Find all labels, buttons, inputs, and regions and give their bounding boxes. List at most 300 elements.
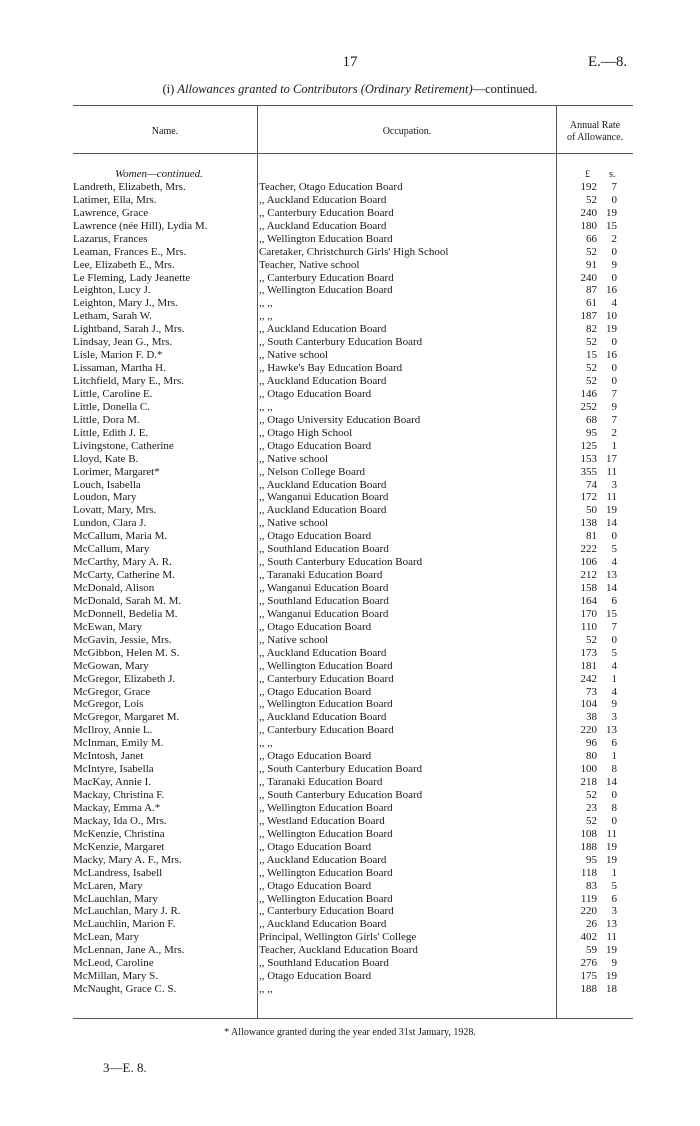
row-name: McKenzie, Christina <box>73 827 165 840</box>
row-shillings: 11 <box>606 465 617 478</box>
row-occupation: ,, Auckland Education Board <box>259 375 387 387</box>
row-shillings: 6 <box>611 594 617 607</box>
row-name: McInman, Emily M. <box>73 737 164 750</box>
row-name: McGibbon, Helen M. S. <box>73 646 180 659</box>
table-row <box>73 724 633 737</box>
row-pounds: 87 <box>586 284 597 297</box>
row-name: McCallum, Maria M. <box>73 530 168 543</box>
row-shillings: 7 <box>611 180 617 193</box>
row-occupation: ,, Canterbury Education Board <box>259 905 394 918</box>
table-row <box>73 349 633 362</box>
row-name: Lundon, Clara J. <box>73 517 147 530</box>
row-name: Lloyd, Kate B. <box>73 452 139 465</box>
table-row <box>73 776 633 789</box>
row-pounds: 73 <box>586 685 597 698</box>
row-occupation: ,, Otago Education Board <box>259 530 372 543</box>
row-shillings: 0 <box>611 633 617 646</box>
row-occupation: ,, Otago Education Board <box>259 879 372 892</box>
table-row <box>73 673 633 686</box>
row-occupation: ,, Otago Education Board <box>259 750 372 763</box>
row-name: McGregor, Grace <box>73 685 151 698</box>
row-occupation: ,, Otago Education Board <box>259 685 372 698</box>
row-pounds: 100 <box>580 763 597 776</box>
row-name: Lorimer, Margaret* <box>73 465 160 478</box>
rate-header-line-2: of Allowance. <box>566 132 624 143</box>
row-shillings: 8 <box>611 763 617 776</box>
row-occupation: ,, Hawke's Bay Education Board <box>259 362 403 375</box>
row-occupation: ,, Canterbury Education Board <box>259 206 394 219</box>
row-name: McMillan, Mary S. <box>73 970 158 983</box>
table-row <box>73 323 633 336</box>
row-shillings: 17 <box>606 452 617 465</box>
row-shillings: 19 <box>606 840 617 853</box>
row-shillings: 1 <box>611 672 617 685</box>
row-occupation: ,, Southland Education Board <box>259 594 389 607</box>
table-row <box>73 711 633 724</box>
row-name: Lee, Elizabeth E., Mrs. <box>73 258 175 271</box>
table-row <box>73 918 633 931</box>
row-name: McNaught, Grace C. S. <box>73 983 177 996</box>
row-name: Lissaman, Martha H. <box>73 362 166 375</box>
row-occupation: ,, Auckland Education Board <box>259 504 387 517</box>
table-row <box>73 828 633 841</box>
row-occupation: ,, Native school <box>259 452 329 465</box>
table-row <box>73 647 633 660</box>
row-pounds: 173 <box>580 646 597 659</box>
column-header-rate <box>557 120 633 144</box>
table-row <box>73 336 633 349</box>
row-name: Letham, Sarah W. <box>73 310 152 323</box>
section-label: Women—continued. <box>115 168 203 180</box>
row-pounds: 402 <box>580 931 597 944</box>
row-occupation: ,, Otago Education Board <box>259 840 372 853</box>
row-occupation: ,, Wanganui Education Board <box>259 491 389 504</box>
row-shillings: 9 <box>611 957 617 970</box>
row-shillings: 19 <box>606 323 617 336</box>
row-occupation: ,, Native school <box>259 349 329 362</box>
allowance-table <box>73 168 633 996</box>
row-shillings: 0 <box>611 530 617 543</box>
row-occupation: ,, Wellington Education Board <box>259 284 393 297</box>
row-occupation: ,, Nelson College Board <box>259 465 366 478</box>
row-pounds: 164 <box>580 594 597 607</box>
row-name: Le Fleming, Lady Jeanette <box>73 271 191 284</box>
row-shillings: 14 <box>606 517 617 530</box>
column-header-occupation: Occupation. <box>382 126 432 137</box>
row-occupation: ,, ,, <box>259 737 273 750</box>
row-pounds: 52 <box>586 193 597 206</box>
row-shillings: 0 <box>611 814 617 827</box>
row-occupation: ,, Southland Education Board <box>259 957 389 970</box>
row-pounds: 38 <box>586 711 597 724</box>
row-shillings: 5 <box>611 646 617 659</box>
row-occupation: ,, Wanganui Education Board <box>259 607 389 620</box>
row-pounds: 26 <box>586 918 597 931</box>
row-name: MacKay, Annie I. <box>73 776 152 789</box>
row-name: McLaren, Mary <box>73 879 143 892</box>
row-pounds: 95 <box>586 426 597 439</box>
table-row <box>73 944 633 957</box>
row-pounds: 50 <box>586 504 597 517</box>
table-row <box>73 246 633 259</box>
row-occupation: ,, Westland Education Board <box>259 814 385 827</box>
table-row <box>73 504 633 517</box>
row-pounds: 118 <box>580 866 597 879</box>
row-pounds: 276 <box>580 957 597 970</box>
row-pounds: 96 <box>586 737 597 750</box>
row-pounds: 74 <box>586 478 597 491</box>
row-shillings: 18 <box>606 983 617 996</box>
row-shillings: 10 <box>606 310 617 323</box>
table-subtitle <box>0 82 700 97</box>
row-occupation: Principal, Wellington Girls' College <box>259 931 417 944</box>
table-row <box>73 737 633 750</box>
row-occupation: ,, ,, <box>259 400 273 413</box>
row-name: Latimer, Ella, Mrs. <box>73 193 157 206</box>
table-row <box>73 660 633 673</box>
row-occupation: ,, Canterbury Education Board <box>259 271 394 284</box>
row-name: Little, Caroline E. <box>73 387 153 400</box>
row-name: Little, Donella C. <box>73 400 150 413</box>
row-occupation: ,, Wellington Education Board <box>259 659 393 672</box>
row-pounds: 104 <box>580 698 597 711</box>
table-row <box>73 569 633 582</box>
table-row <box>73 686 633 699</box>
row-name: Lindsay, Jean G., Mrs. <box>73 336 173 349</box>
table-row <box>73 893 633 906</box>
row-shillings: 14 <box>606 776 617 789</box>
row-pounds: 172 <box>580 491 597 504</box>
row-pounds: 52 <box>586 362 597 375</box>
row-pounds: 80 <box>586 750 597 763</box>
subtitle-prefix: (i) <box>162 82 178 96</box>
row-pounds: 52 <box>586 336 597 349</box>
row-name: Lovatt, Mary, Mrs. <box>73 504 157 517</box>
row-name: McGowan, Mary <box>73 659 149 672</box>
row-shillings: 0 <box>611 271 617 284</box>
row-occupation: ,, Native school <box>259 517 329 530</box>
table-row <box>73 595 633 608</box>
rate-header-line-1: Annual Rate <box>569 120 621 131</box>
footnote: * Allowance granted during the year ended 31st January, 1928. <box>224 1027 476 1038</box>
shillings-unit: s. <box>609 169 616 180</box>
row-occupation: ,, Wellington Education Board <box>259 866 393 879</box>
row-pounds: 187 <box>580 310 597 323</box>
row-shillings: 5 <box>611 879 617 892</box>
table-row <box>73 453 633 466</box>
table-row <box>73 517 633 530</box>
row-occupation: ,, ,, <box>259 983 273 996</box>
table-row <box>73 854 633 867</box>
row-name: Loudon, Mary <box>73 491 137 504</box>
table-row <box>73 621 633 634</box>
row-shillings: 13 <box>606 918 617 931</box>
row-name: McDonnell, Bedelia M. <box>73 607 178 620</box>
row-shillings: 14 <box>606 582 617 594</box>
table-row <box>73 220 633 233</box>
row-pounds: 188 <box>580 983 597 996</box>
row-pounds: 91 <box>586 258 597 271</box>
page-number: 17 <box>342 54 358 70</box>
row-occupation: ,, South Canterbury Education Board <box>259 556 423 569</box>
row-occupation: ,, Auckland Education Board <box>259 193 387 206</box>
row-shillings: 11 <box>606 827 617 840</box>
row-name: Leighton, Mary J., Mrs. <box>73 297 178 310</box>
table-row <box>73 181 633 194</box>
row-shillings: 9 <box>611 698 617 711</box>
row-occupation: ,, Auckland Education Board <box>259 853 387 866</box>
table-row <box>73 259 633 272</box>
row-occupation: ,, ,, <box>259 297 273 310</box>
row-pounds: 242 <box>580 672 597 685</box>
row-occupation: ,, Auckland Education Board <box>259 219 387 232</box>
table-row <box>73 401 633 414</box>
row-occupation: ,, Otago Education Board <box>259 387 372 400</box>
row-shillings: 15 <box>606 607 617 620</box>
row-pounds: 153 <box>580 452 597 465</box>
row-occupation: ,, Otago Education Board <box>259 620 372 633</box>
row-shillings: 19 <box>606 504 617 517</box>
row-shillings: 0 <box>611 362 617 375</box>
row-name: Lightband, Sarah J., Mrs. <box>73 323 185 336</box>
row-pounds: 355 <box>580 465 597 478</box>
row-name: McKenzie, Margaret <box>73 840 165 853</box>
row-occupation: ,, Taranaki Education Board <box>259 776 383 789</box>
row-occupation: ,, Otago University Education Board <box>259 413 421 426</box>
row-shillings: 19 <box>606 853 617 866</box>
column-header-name: Name. <box>151 126 179 137</box>
row-pounds: 95 <box>586 853 597 866</box>
row-pounds: 218 <box>580 776 597 789</box>
row-name: McCallum, Mary <box>73 543 150 556</box>
table-row <box>73 789 633 802</box>
row-occupation: ,, Taranaki Education Board <box>259 569 383 582</box>
row-name: Little, Dora M. <box>73 413 140 426</box>
row-shillings: 1 <box>611 439 617 452</box>
row-pounds: 222 <box>580 543 597 556</box>
row-name: McGavin, Jessie, Mrs. <box>73 633 172 646</box>
row-pounds: 192 <box>580 180 597 193</box>
section-label-row <box>73 168 633 181</box>
pounds-unit: £ <box>585 169 590 180</box>
row-shillings: 7 <box>611 413 617 426</box>
row-shillings: 0 <box>611 245 617 258</box>
table-row <box>73 362 633 375</box>
row-pounds: 125 <box>580 439 597 452</box>
row-pounds: 52 <box>586 814 597 827</box>
row-occupation: ,, Wellington Education Board <box>259 892 393 905</box>
table-row <box>73 310 633 323</box>
table-row <box>73 479 633 492</box>
row-shillings: 11 <box>606 931 617 944</box>
row-name: McDonald, Alison <box>73 582 155 594</box>
table-row <box>73 375 633 388</box>
table-row <box>73 867 633 880</box>
row-pounds: 212 <box>580 569 597 582</box>
table-row <box>73 543 633 556</box>
header-bottom-rule <box>73 153 633 154</box>
row-shillings: 0 <box>611 375 617 387</box>
row-shillings: 3 <box>611 905 617 918</box>
row-pounds: 181 <box>580 659 597 672</box>
row-pounds: 138 <box>580 517 597 530</box>
row-occupation: ,, ,, <box>259 310 273 323</box>
row-occupation: ,, Wellington Education Board <box>259 827 393 840</box>
row-name: Lazarus, Frances <box>73 232 148 245</box>
table-row <box>73 931 633 944</box>
row-shillings: 9 <box>611 258 617 271</box>
table-row <box>73 750 633 763</box>
table-row <box>73 466 633 479</box>
row-pounds: 106 <box>580 556 597 569</box>
row-name: McLeod, Caroline <box>73 957 154 970</box>
row-shillings: 1 <box>611 750 617 763</box>
row-pounds: 175 <box>580 970 597 983</box>
row-name: Leighton, Lucy J. <box>73 284 151 297</box>
row-pounds: 252 <box>580 400 597 413</box>
row-shillings: 16 <box>606 349 617 362</box>
table-row <box>73 388 633 401</box>
table-bottom-rule <box>73 1018 633 1019</box>
row-shillings: 13 <box>606 569 617 582</box>
row-pounds: 52 <box>586 789 597 801</box>
row-pounds: 110 <box>580 620 597 633</box>
row-name: McGregor, Lois <box>73 698 144 711</box>
row-shillings: 6 <box>611 892 617 905</box>
table-row <box>73 983 633 996</box>
row-name: Litchfield, Mary E., Mrs. <box>73 375 184 387</box>
table-row <box>73 634 633 647</box>
row-pounds: 83 <box>586 879 597 892</box>
row-shillings: 11 <box>606 491 617 504</box>
row-name: Mackay, Emma A.* <box>73 801 161 814</box>
table-row <box>73 233 633 246</box>
row-pounds: 180 <box>580 219 597 232</box>
row-name: McLauchlan, Mary J. R. <box>73 905 181 918</box>
row-shillings: 15 <box>606 219 617 232</box>
row-shillings: 4 <box>611 659 617 672</box>
table-row <box>73 207 633 220</box>
row-occupation: ,, Wellington Education Board <box>259 801 393 814</box>
footer-code: 3—E. 8. <box>103 1060 147 1075</box>
table-row <box>73 815 633 828</box>
table-row <box>73 491 633 504</box>
row-pounds: 52 <box>586 245 597 258</box>
row-name: McEwan, Mary <box>73 620 143 633</box>
row-name: McGregor, Margaret M. <box>73 711 180 724</box>
row-shillings: 7 <box>611 620 617 633</box>
row-pounds: 52 <box>586 375 597 387</box>
table-row <box>73 905 633 918</box>
row-shillings: 16 <box>606 284 617 297</box>
row-shillings: 5 <box>611 543 617 556</box>
subtitle-italic: Allowances granted to Contributors (Ordinary Retirement) <box>177 82 473 96</box>
row-name: Macky, Mary A. F., Mrs. <box>73 853 182 866</box>
row-name: McDonald, Sarah M. M. <box>73 594 182 607</box>
row-name: Lawrence, Grace <box>73 206 149 219</box>
row-occupation: ,, Auckland Education Board <box>259 918 387 931</box>
row-shillings: 9 <box>611 400 617 413</box>
row-shillings: 19 <box>606 206 617 219</box>
row-name: Leaman, Frances E., Mrs. <box>73 245 187 258</box>
row-shillings: 4 <box>611 685 617 698</box>
row-shillings: 19 <box>606 970 617 983</box>
row-shillings: 8 <box>611 801 617 814</box>
row-name: McLandress, Isabell <box>73 866 163 879</box>
table-row <box>73 440 633 453</box>
row-name: Lawrence (née Hill), Lydia M. <box>73 219 208 232</box>
row-name: Louch, Isabella <box>73 478 141 491</box>
row-occupation: ,, Canterbury Education Board <box>259 672 394 685</box>
row-occupation: Teacher, Auckland Education Board <box>259 944 418 957</box>
row-pounds: 59 <box>586 944 597 957</box>
row-shillings: 4 <box>611 297 617 310</box>
table-row <box>73 284 633 297</box>
row-shillings: 1 <box>611 866 617 879</box>
row-pounds: 220 <box>580 724 597 737</box>
row-pounds: 240 <box>580 206 597 219</box>
table-row <box>73 272 633 285</box>
row-pounds: 61 <box>586 297 597 310</box>
row-occupation: ,, Auckland Education Board <box>259 323 387 336</box>
row-occupation: ,, South Canterbury Education Board <box>259 336 423 349</box>
row-name: Lisle, Marion F. D.* <box>73 349 163 362</box>
row-name: McLean, Mary <box>73 931 139 944</box>
row-pounds: 15 <box>586 349 597 362</box>
row-occupation: Caretaker, Christchurch Girls' High School <box>259 245 449 258</box>
row-name: McLennan, Jane A., Mrs. <box>73 944 185 957</box>
row-shillings: 19 <box>606 944 617 957</box>
row-occupation: Teacher, Native school <box>259 258 360 271</box>
table-row <box>73 530 633 543</box>
row-shillings: 0 <box>611 193 617 206</box>
table-row <box>73 582 633 595</box>
row-name: Little, Edith J. E. <box>73 426 149 439</box>
row-occupation: Teacher, Otago Education Board <box>259 180 403 193</box>
row-occupation: ,, Otago Education Board <box>259 970 372 983</box>
row-pounds: 108 <box>580 827 597 840</box>
row-pounds: 68 <box>586 413 597 426</box>
table-row <box>73 880 633 893</box>
document-code: E.—8. <box>588 54 628 70</box>
table-row <box>73 608 633 621</box>
row-name: Mackay, Christina F. <box>73 789 165 801</box>
row-name: McIntyre, Isabella <box>73 763 154 776</box>
table-row <box>73 763 633 776</box>
row-name: McCarthy, Mary A. R. <box>73 556 172 569</box>
row-shillings: 13 <box>606 724 617 737</box>
row-shillings: 4 <box>611 556 617 569</box>
header-top-rule <box>73 105 633 106</box>
row-occupation: ,, Southland Education Board <box>259 543 389 556</box>
row-pounds: 119 <box>580 892 597 905</box>
row-pounds: 81 <box>586 530 597 543</box>
row-shillings: 7 <box>611 387 617 400</box>
table-row <box>73 802 633 815</box>
row-name: McIntosh, Janet <box>73 750 144 763</box>
row-pounds: 158 <box>580 582 597 594</box>
row-name: Livingstone, Catherine <box>73 439 174 452</box>
row-shillings: 2 <box>611 426 617 439</box>
table-row <box>73 414 633 427</box>
row-shillings: 3 <box>611 478 617 491</box>
row-pounds: 23 <box>586 801 597 814</box>
row-occupation: ,, Auckland Education Board <box>259 646 387 659</box>
table-row <box>73 556 633 569</box>
row-pounds: 146 <box>580 387 597 400</box>
row-occupation: ,, Otago Education Board <box>259 439 372 452</box>
row-shillings: 0 <box>611 789 617 801</box>
